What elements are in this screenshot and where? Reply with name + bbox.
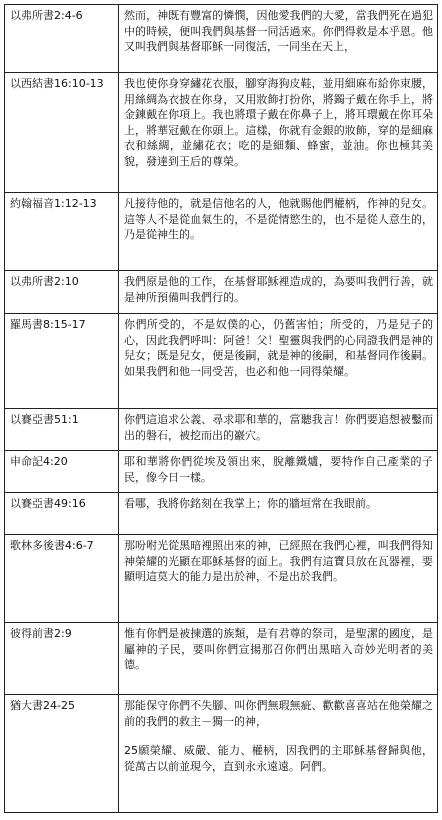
- verse-paragraph: 你們所受的，不是奴僕的心，仍舊害怕；所受的，乃是兒子的心，因此我們呼叫：阿爸！父！聖靈與我們的心同證我們是神的兒女；既是兒女，便是後嗣，就是神的後嗣，和基督同作後嗣。如果我們和他一同受苦，也必和他一同得榮耀。: [124, 318, 433, 378]
- verse-text: [119, 535, 438, 623]
- verse-paragraph: 我也使你身穿繡花衣服，腳穿海狗皮鞋，並用細麻布給你束腰，用絲綢為衣披在你身，又用妝飾打扮你，將鐲子戴在你手上，將金鍊戴在你項上。我也將環子戴在你鼻子上，將耳環戴在你耳朵上，將華冠戴在你頭上。這樣，你就有金銀的妝飾，穿的是細麻衣和絲綢，並繡花衣；吃的是細麵、蜂蜜，並油。你也極其美貌，發達到王后的尊榮。: [124, 77, 433, 168]
- verse-reference: 羅馬書8:15-17: [5, 314, 119, 409]
- verse-paragraph: 25願榮耀、威嚴、能力、權柄，因我們的主耶穌基督歸與他，從萬古以前並現今，直到永永遠遠。阿們。: [124, 744, 433, 773]
- verse-text: [119, 271, 438, 314]
- verse-text: [119, 695, 438, 813]
- verse-row: [5, 5, 438, 73]
- verse-reference: 申命記4:20: [5, 451, 119, 493]
- verse-row: [5, 451, 438, 493]
- verse-row: [5, 409, 438, 451]
- verse-row: [5, 535, 438, 623]
- verse-text: [119, 73, 438, 193]
- verse-reference: 以弗所書2:10: [5, 271, 119, 314]
- verse-reference: 猶大書24-25: [5, 695, 119, 813]
- verse-row: [5, 623, 438, 695]
- verse-row: [5, 695, 438, 813]
- verse-reference: 以賽亞書49:16: [5, 493, 119, 535]
- verse-paragraph: 凡接待他的，就是信他名的人，他就賜他們權柄，作神的兒女。這等人不是從血氣生的，不是從情慾生的，也不是從人意生的，乃是從神生的。: [124, 197, 433, 241]
- verse-text: [119, 623, 438, 695]
- verse-row: [5, 314, 438, 409]
- verse-text: [119, 451, 438, 493]
- verse-row: [5, 193, 438, 271]
- verse-paragraph: 那能保守你們不失腳、叫你們無瑕無疵、歡歡喜喜站在他榮耀之前的我們的救主－獨一的神，: [124, 699, 433, 728]
- verse-reference: 歌林多後書4:6-7: [5, 535, 119, 623]
- verse-text: [119, 409, 438, 451]
- verse-reference: 約翰福音1:12-13: [5, 193, 119, 271]
- verse-row: [5, 271, 438, 314]
- verse-paragraph: 然而，神既有豐富的憐憫，因他愛我們的大愛，當我們死在過犯中的時候，便叫我們與基督一同活過來。你們得救是本乎恩。他又叫我們與基督耶穌一同復活，一同坐在天上，: [124, 9, 433, 53]
- verse-paragraph: 你們這追求公義、尋求耶和華的，當聽我言！你們要追想被鑿而出的磐石，被挖而出的巖穴。: [124, 413, 433, 442]
- verse-row: [5, 73, 438, 193]
- verse-row: [5, 493, 438, 535]
- verse-paragraph: 那吩咐光從黑暗裡照出來的神，已經照在我們心裡，叫我們得知神榮耀的光顯在耶穌基督的面上。我們有這寶貝放在瓦器裡，要顯明這莫大的能力是出於神，不是出於我們。: [124, 539, 433, 583]
- verse-paragraph: 看哪，我將你銘刻在我掌上；你的牆垣常在我眼前。: [124, 497, 377, 510]
- verse-text: [119, 193, 438, 271]
- verse-reference: 以西結書16:10-13: [5, 73, 119, 193]
- verse-paragraph: 耶和華將你們從埃及領出來，脫離鐵爐，要特作自己產業的子民，像今日一樣。: [124, 455, 433, 484]
- verse-text: [119, 314, 438, 409]
- verse-reference: 以弗所書2:4-6: [5, 5, 119, 73]
- verse-text: [119, 493, 438, 535]
- verse-reference: 彼得前書2:9: [5, 623, 119, 695]
- verse-table: [4, 4, 438, 813]
- verse-reference: 以賽亞書51:1: [5, 409, 119, 451]
- verse-text: [119, 5, 438, 73]
- verse-paragraph: 我們原是他的工作，在基督耶穌裡造成的，為要叫我們行善，就是神所預備叫我們行的。: [124, 275, 433, 304]
- verse-table-body: [5, 5, 438, 813]
- verse-paragraph: 惟有你們是被揀選的族類，是有君尊的祭司，是聖潔的國度，是屬神的子民，要叫你們宣揚那召你們出黑暗入奇妙光明者的美德。: [124, 627, 433, 671]
